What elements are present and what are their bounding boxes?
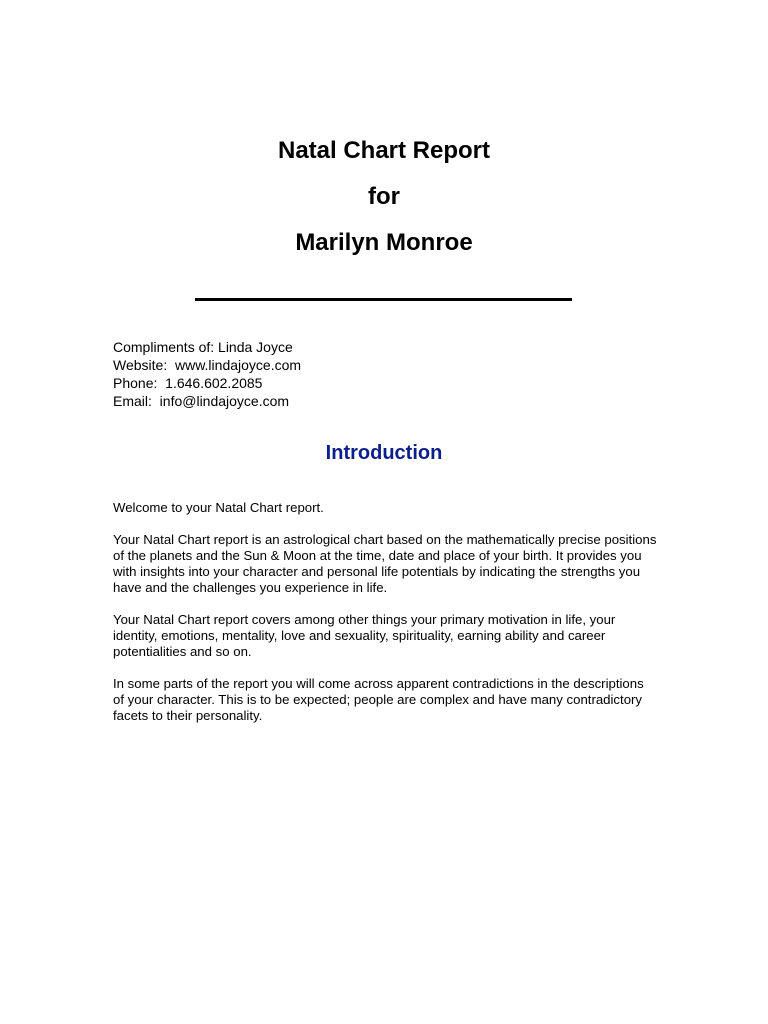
phone-line: Phone: 1.646.602.2085 <box>113 375 263 391</box>
contact-info <box>113 338 301 410</box>
section-heading-introduction: Introduction <box>325 442 443 464</box>
introduction-body <box>113 500 658 740</box>
title-divider <box>195 298 572 301</box>
website-line: Website: www.lindajoyce.com <box>113 357 302 373</box>
paragraph: Your Natal Chart report covers among other things your primary motivation in life, your identity, emotions, mentality, love and sexuality, spirituality, earning ability and career potentialities and so on. <box>113 612 616 659</box>
paragraph: In some parts of the report you will come across apparent contradictions in the descriptions of your character. This is to be expected; people are complex and have many contradictory facets to their personality. <box>113 676 644 723</box>
title-line-3: Marilyn Monroe <box>295 229 473 256</box>
title-line-1: Natal Chart Report <box>277 137 491 164</box>
email-line: Email: info@lindajoyce.com <box>113 393 290 409</box>
title-line-2: for <box>368 183 400 210</box>
report-title <box>0 134 768 272</box>
paragraph: Your Natal Chart report is an astrological chart based on the mathematically precise positions of the planets and the Sun & Moon at the time, date and place of your birth. It provides you with insights into your character and personal life potentials by indicating the strengths you have and the challenges you experience in life. <box>113 532 657 595</box>
paragraph: Welcome to your Natal Chart report. <box>113 500 324 515</box>
compliments-line: Compliments of: Linda Joyce <box>113 339 293 355</box>
